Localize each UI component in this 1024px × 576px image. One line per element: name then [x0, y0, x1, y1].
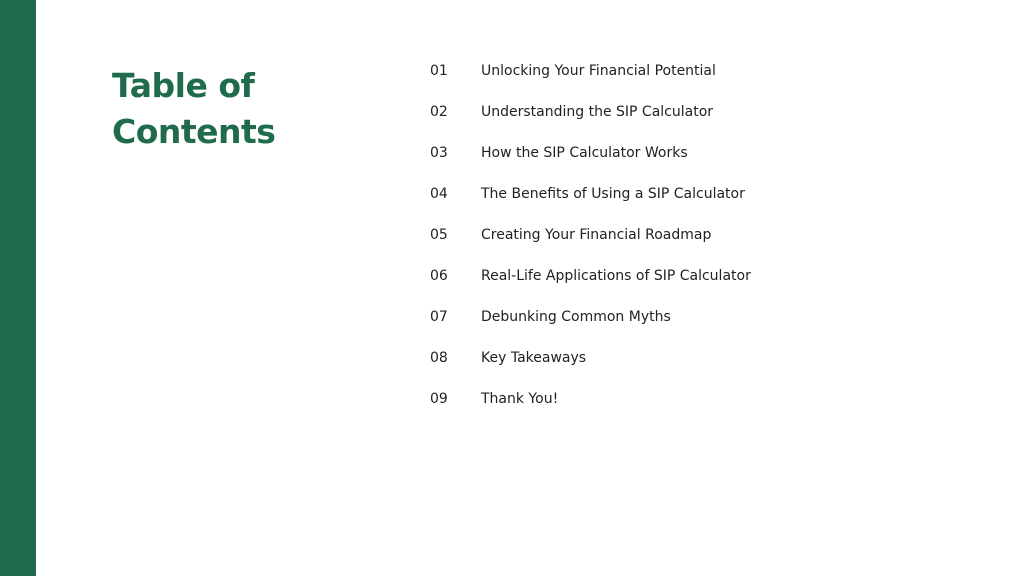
toc-item-number: 05	[430, 226, 448, 243]
toc-item-label: The Benefits of Using a SIP Calculator	[481, 185, 745, 202]
page-title	[112, 63, 372, 155]
toc-item-label: Thank You!	[481, 390, 559, 407]
toc-item-08	[430, 337, 751, 378]
toc-item-label: Debunking Common Myths	[481, 308, 671, 325]
toc-item-number: 06	[430, 267, 448, 284]
toc-item-number: 07	[430, 308, 448, 325]
title-line-1: Table of	[112, 66, 255, 105]
toc-item-02	[430, 91, 751, 132]
toc-item-number: 08	[430, 349, 448, 366]
table-of-contents-list	[430, 50, 751, 419]
toc-item-03	[430, 132, 751, 173]
toc-item-06	[430, 255, 751, 296]
toc-item-label: Understanding the SIP Calculator	[481, 103, 714, 120]
toc-item-number: 04	[430, 185, 448, 202]
toc-item-09	[430, 378, 751, 419]
toc-item-label: Real-Life Applications of SIP Calculator	[481, 267, 751, 284]
toc-item-label: How the SIP Calculator Works	[481, 144, 688, 161]
toc-item-01	[430, 50, 751, 91]
toc-item-number: 02	[430, 103, 448, 120]
toc-item-number: 03	[430, 144, 448, 161]
toc-item-label: Creating Your Financial Roadmap	[481, 226, 712, 243]
toc-item-05	[430, 214, 751, 255]
toc-item-label: Key Takeaways	[481, 349, 587, 366]
toc-item-07	[430, 296, 751, 337]
accent-side-bar	[0, 0, 36, 576]
toc-item-04	[430, 173, 751, 214]
toc-item-number: 09	[430, 390, 448, 407]
toc-item-number: 01	[430, 62, 448, 79]
toc-item-label: Unlocking Your Financial Potential	[481, 62, 716, 79]
title-line-2: Contents	[112, 112, 276, 151]
